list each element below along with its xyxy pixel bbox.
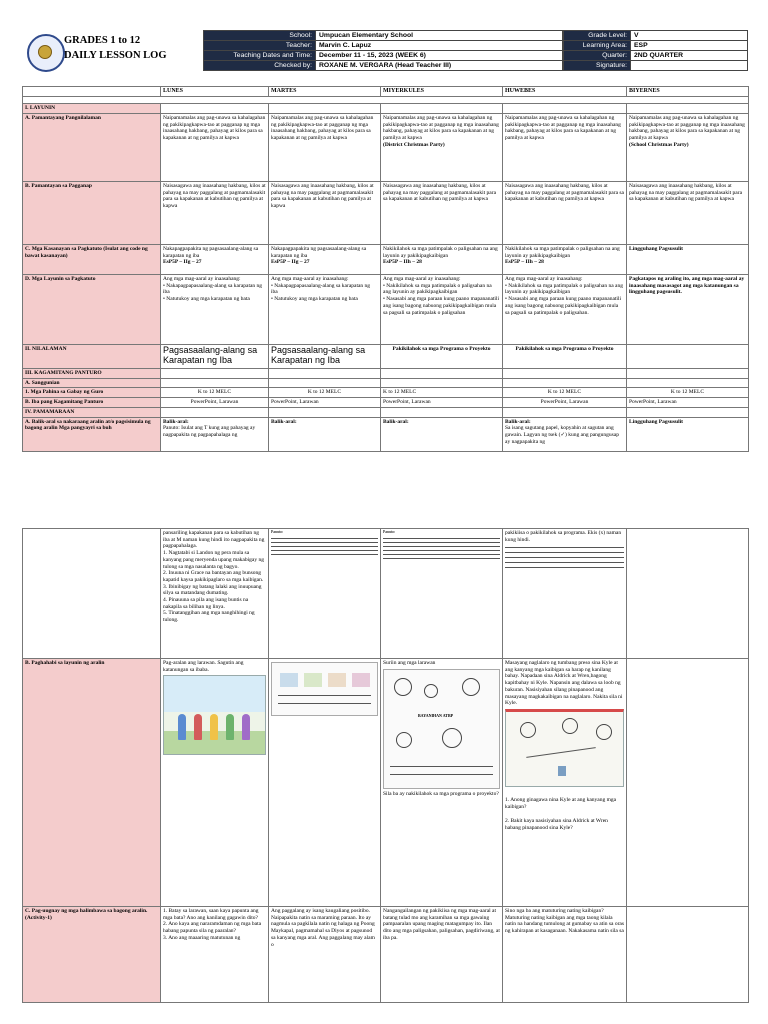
dates-label: Teaching Dates and Time:	[204, 51, 316, 61]
row-label-nilalaman: II. NILALAMAN	[23, 345, 161, 369]
section-kagamitan: III. KAGAMITANG PANTURO	[23, 369, 161, 379]
a-tue: Naipamamalas ang pag-unawa sa kahalagahan ng pakikipagkapwa-tao at paggana​p ng mga inaasahang hakbang, pahayag at kilos para sa kapakanan at ng pamilya at kapwa	[269, 114, 381, 182]
iba-mon: PowerPoint, Larawan	[161, 398, 269, 408]
d-tue: Ang mga mag-aaral ay inaasahang: • Nakapagpapasaalang-alang sa karapatan ng iba • Natutukoy ang mga karapatan ng bata	[269, 275, 381, 345]
nilalaman-wed: Pakikilahok sa mga Programa o Proyekto	[381, 345, 503, 369]
signature-value	[631, 61, 748, 71]
lesson-grid-page2	[22, 528, 749, 1003]
nilalaman-tue: Pagsasaalang-alang sa Karapatan ng Iba	[269, 345, 381, 369]
balik-cont-label	[23, 529, 161, 659]
d-wed: Ang mga mag-aaral ay inaasahang: • Nakikilahok sa mga patimpalak o paligsahan na ang layunin ay pakikipagkaibigan • Nasasabi ang mga paraan kung paano mapananatili ang isang bagong nabuong pakikipagkaibigan mula sa pagsali sa patimpalak o paligsahan	[381, 275, 503, 345]
wed-worksheet: Panuto:	[383, 530, 500, 559]
balik-cont-fri	[627, 529, 749, 659]
paghahabi-thu: Masayang naglalaro ng tumbang preso sina Kyle at ang kanyang mga kaibigan sa harap ng kanilang bahay. Napadaan sina Aldrick at Wren,bagong kapitbahay ni Kyle. Napansin ang dalawa sa loob ng bakuran. Nasisiyahan silang pinapanood ang masayang magkakaibigan na naglalaro. Nakita sila ni Kyle. 1. Anong ginagawa nina Kyle at ang kanyang mga kaibigan? 2. Bakit kaya nasisiyahan sina Aldrick at Wren habang pinapanood sina Kyle?	[503, 659, 627, 907]
balik-cont-wed	[381, 529, 503, 659]
teacher-label: Teacher:	[204, 41, 316, 51]
balik-thu: Balik-aral: Sa isang sagutang papel, kopyahin at sagutan ang gawain. Lagyan ng tsek (✓) kung ang pangungusap ay nagpapakita ng	[503, 417, 627, 451]
balik-cont-tue	[269, 529, 381, 659]
pag-uugnay-tue: Ang paggalang ay isang kaugaliang positibo. Naipapakita natin sa maraming paraan. Ito ay nagmula sa pagkilala natin ng halaga ng Poong Maykapal, pagmamahal sa Diyos at pagsunod sa kanyang mga aral. Ang paggalang may alam o	[269, 907, 381, 1003]
a-wed: Naipamamalas ang pag-unawa sa kahalagahan ng pakikipagkapwa-tao at paggana​p ng mga inaasahang hakbang, pahayag at kilos para sa kapakanan at ng pamilya at kapwa (District Christmas Party)	[381, 114, 503, 182]
day-header-wed: MIYERKULES	[381, 87, 503, 97]
pag-uugnay-thu: Sino nga ba ang matuturing nating kaibigan? Matuturing nating kaibigan ang mga taong kilala natin na handang tumulong at gumabay sa atin sa oras ng kahirapan at kasaganaan. Nakakasama natin sila sa	[503, 907, 627, 1003]
iba-thu: PowerPoint, Larawan	[503, 398, 627, 408]
d-mon: Ang mga mag-aaral ay inaasahang: • Nakapagpapasaalang-alang sa karapatan ng iba • Natutukoy ang mga karapatan ng bata	[161, 275, 269, 345]
b-fri: Naisasagawa ang inaasahang hakbang, kilos at pahayag na may paggalang at pagmamalasakit para sa kapakanan at kabutihan ng pamilya at kapwa	[627, 182, 749, 245]
day-header-mon: LUNES	[161, 87, 269, 97]
spacer-row	[23, 97, 749, 104]
row-label-b: B. Pamantayan sa Pagganap	[23, 182, 161, 245]
quarter-label: Quarter:	[564, 51, 631, 61]
pag-uugnay-mon: 1. Batay sa larawan, saan kaya papunta ang mga bata? Ano ang kanilang gagawin dito? 2. Ano kaya ang nararamdaman ng mga bata habang papunta sila ng paaralan? 3. Ano ang maaaring matutunan ng	[161, 907, 269, 1003]
gabay-thu: K to 12 MELC	[503, 388, 627, 398]
paghahabi-mon: Pag-aralan ang larawan. Sagutin ang katanungan sa ibaba.	[161, 659, 269, 907]
nilalaman-thu: Pakikilahok sa mga Programa o Proyekto	[503, 345, 627, 369]
c-mon: Nakapagpapakita ng pagsasaalang-alang sa karapatan ng iba EsP5P – IIg – 27	[161, 245, 269, 275]
bayanihan-sketch-image	[383, 669, 500, 789]
corner-cell	[23, 87, 161, 97]
thu-question-2: 2. Bakit kaya nasisiyahan sina Aldrick at Wren habang pinapanood sina Kyle?	[505, 818, 608, 832]
teacher-value: Marvin C. Lapuz	[316, 41, 563, 51]
b-thu: Naisasagawa ang inaasahang hakbang, kilos at pahayag na may paggalang at pagmamalasakit para sa kapakanan at kabutihan ng pamilya at kapwa	[503, 182, 627, 245]
b-mon: Naisasagawa ang inaasahang hakbang, kilos at pahayag na may paggalang at pagmamalasakit para sa kapakanan at kabutihan ng pamilya at kapwa	[161, 182, 269, 245]
tue-picture-worksheet	[271, 662, 378, 716]
tue-worksheet: Panuto:	[271, 530, 378, 555]
row-label-a: A. Pamantayang Pangnilalaman	[23, 114, 161, 182]
paghahabi-tue	[269, 659, 381, 907]
balik-tue: Balik-aral:	[269, 417, 381, 451]
b-tue: Naisasagawa ang inaasahang hakbang, kilos at pahayag na may paggalang at pagmamalasakit para sa kapakanan at kabutihan ng pamilya at kapwa	[269, 182, 381, 245]
pag-uugnay-wed: Nangangailangan ng pakikiisa ng mga mag-aaral at batang tulad mo ang karamihan sa mga gawaing pampaaralan upang maging matagumpay ito. Ilan dito ang mga paligsahan, paligsahan, pagdiriwang, at iba pa.	[381, 907, 503, 1003]
c-tue: Nakapagpapakita ng pagsasaalang-alang sa karapatan ng iba EsP5P – IIg – 27	[269, 245, 381, 275]
bayanihan-caption: BAYANIHAN ATBP	[418, 712, 454, 718]
wed-question: Sila ba ay nakikilahok sa mga programa o proyekto?	[383, 790, 499, 797]
day-header-tue: MARTES	[269, 87, 381, 97]
checked-value: ROXANE M. VERGARA (Head Teacher III)	[316, 61, 563, 71]
d-thu: Ang mga mag-aaral ay inaasahang: • Nakikilahok sa mga patimpalak o paligsahan na ang layunin ay pakikipagkaibigan • Nasasabi ang mga paraan kung paano mapananatili ang isang bagong nabuong pakikipagkaibigan mula sa pagsali sa patimpalak o paligsahan.	[503, 275, 627, 345]
a-mon: Naipamamalas ang pag-unawa sa kahalagahan ng pakikipagkapwa-tao at paggana​p ng mga inaasahang hakbang, pahayag at kilos para sa kapakanan at ng pamilya at kapwa	[161, 114, 269, 182]
grade-label: Grade Level:	[564, 31, 631, 41]
iba-wed: PowerPoint, Larawan	[381, 398, 503, 408]
balik-cont-thu: pakikiisa o pakikilahok sa programa. Ekis (x) naman kung hindi.	[503, 529, 627, 659]
a-thu: Naipamamalas ang pag-unawa sa kahalagahan ng pakikipagkapwa-tao at paggana​p ng mga inaasahang hakbang, pahayag at kilos para sa kapakanan at ng pamilya at kapwa	[503, 114, 627, 182]
row-label-d: D. Mga Layunin sa Pagkatuto	[23, 275, 161, 345]
area-value: ESP	[631, 41, 748, 51]
balik-mon: Balik-aral: Panuto: Isulat ang T kung ang pahayag ay nagpapakita ng pagpapahalaga ng	[161, 417, 269, 451]
row-label-pag-uugnay: C. Pag-uugnay ng mga halimbawa sa bagong aralin. (Activity-1)	[23, 907, 161, 1003]
area-label: Learning Area:	[564, 41, 631, 51]
section-pamamaraan: IV. PAMAMARAAN	[23, 407, 161, 417]
title-grades: GRADES 1 to 12	[64, 35, 141, 46]
d-fri: Pagkatapos ng araling ito, ang mga mag-aaral ay inaasahang masasagot ang mga katanungan sa lingguhang pagsusulit.	[627, 275, 749, 345]
gabay-wed: K to 12 MELC	[381, 388, 503, 398]
iba-fri: PowerPoint, Larawan	[627, 398, 749, 408]
day-header-fri: BIYERNES	[627, 87, 749, 97]
balik-wed: Balik-aral:	[381, 417, 503, 451]
checked-label: Checked by:	[204, 61, 316, 71]
pag-uugnay-fri	[627, 907, 749, 1003]
day-header-thu: HUWEBES	[503, 87, 627, 97]
iba-tue: PowerPoint, Larawan	[269, 398, 381, 408]
quarter-value: 2ND QUARTER	[631, 51, 748, 61]
page-two	[0, 528, 768, 1024]
row-label-sanggunian: A. Sanggunian	[23, 378, 161, 388]
row-label-paghahabi: B. Paghahabi sa layunin ng aralin	[23, 659, 161, 907]
gabay-fri: K to 12 MELC	[627, 388, 749, 398]
paghahabi-fri	[627, 659, 749, 907]
balik-fri: Lingguhang Pagsusulit	[627, 417, 749, 451]
gabay-tue: K to 12 MELC	[269, 388, 381, 398]
section-layunin: I. LAYUNIN	[23, 104, 161, 114]
row-label-c: C. Mga Kasanayan sa Pagkatuto (Isulat ang code ng bawat kasanayan)	[23, 245, 161, 275]
gabay-mon: K to 12 MELC	[161, 388, 269, 398]
tumbang-preso-image	[505, 709, 624, 787]
thu-checklist	[505, 547, 624, 568]
row-label-iba: B. Iba pang Kagamitang Panturo	[23, 398, 161, 408]
title-daily-lesson-log: DAILY LESSON LOG	[64, 50, 167, 61]
school-label: School:	[204, 31, 316, 41]
c-fri: Lingguhang Pagsusulit	[627, 245, 749, 275]
lesson-grid-page1	[22, 86, 749, 452]
header-info-left	[203, 30, 563, 71]
c-thu: Nakikilahok sa mga patimpalak o paligsahan na ang layunin ay pakikipagkaibigan EsP5P – IIh – 28	[503, 245, 627, 275]
dates-value: December 11 - 15, 2023 (WEEK 6)	[316, 51, 563, 61]
row-label-gabay: 1. Mga Pahina sa Gabay ng Guro	[23, 388, 161, 398]
paghahabi-wed: Suriin ang mga larawan BAYANIHAN ATBP Sila ba ay nakikilahok sa mga programa o proyekto?	[381, 659, 503, 907]
nilalaman-mon: Pagsasaalang-alang sa Karapatan ng Iba	[161, 345, 269, 369]
deped-seal-icon	[27, 34, 65, 72]
students-walking-image	[163, 675, 266, 755]
grade-value: V	[631, 31, 748, 41]
c-wed: Nakikilahok sa mga patimpalak o paligsahan na ang layunin ay pakikipagkaibigan EsP5P – IIh – 28	[381, 245, 503, 275]
b-wed: Naisasagawa ang inaasahang hakbang, kilos at pahayag na may paggalang at pagmamalasakit para sa kapakanan at kabutihan ng pamilya at kapwa	[381, 182, 503, 245]
thu-question-1: 1. Anong ginagawa nina Kyle at ang kanyang mga kaibigan?	[505, 796, 617, 810]
a-fri: Naipamamalas ang pag-unawa sa kahalagahan ng pakikipagkapwa-tao at paggana​p ng mga inaasahang hakbang, pahayag at kilos para sa kapakanan at ng pamilya at kapwa (School Christmas Party)	[627, 114, 749, 182]
school-value: Umpucan Elementary School	[316, 31, 563, 41]
balik-cont-mon: pansariling kapakanan para sa kabutihan ng iba at M naman kung hindi ito nagpapakita ng pagpapahalaga. 1. Nagtatabi si Landon ng pera mula sa kanyang pang meryenda upang makabigay ng tulong sa mga nasalanta ng bagyo. 2. Inuuna ni Grace na bantayan ang bunsong kapatid kaysa pakikipaglaro sa mga kaibigan. 3. Ibinibigay ng batang lalaki ang inuupuang silya sa matandang dumating. 4. Pinauuna sa pila ang isang buntis na nakapila sa bilihan ng linya. 5. Tinatanggihan ang mga nanghihingi ng tulong.	[161, 529, 269, 659]
header-info-right	[563, 30, 748, 71]
signature-label: Signature:	[564, 61, 631, 71]
row-label-balik: A. Balik-aral sa nakaraang aralin at/o pagsisimula ng bagong aralin Mga pangyayri sa buh	[23, 417, 161, 451]
nilalaman-fri	[627, 345, 749, 369]
